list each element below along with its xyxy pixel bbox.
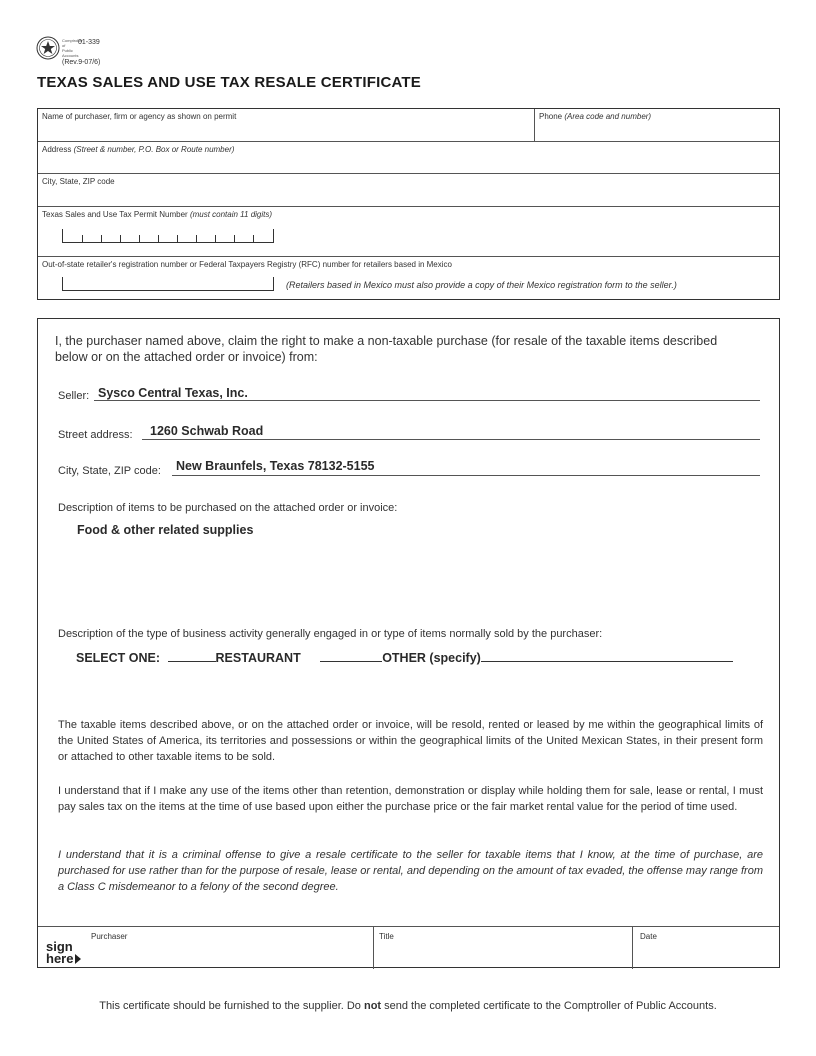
mexico-note: (Retailers based in Mexico must also provide a copy of their Mexico registration form to the seller.) bbox=[286, 280, 677, 290]
phone-divider bbox=[534, 109, 535, 142]
criminal-offense-statement: I understand that it is a criminal offense to give a resale certificate to the seller for taxable items that I know, at the time of purchase, are purchased for use rather than for the purpose of resale, lease or rental, and depending on the amount of tax evaded, the offense may range from a Class C misdemeanor to a felony of the second degree. bbox=[58, 849, 763, 893]
city-zip-value[interactable]: New Braunfels, Texas 78132-5155 bbox=[176, 459, 375, 473]
registration-number-box[interactable] bbox=[62, 277, 274, 291]
other-specify-line[interactable] bbox=[481, 650, 733, 662]
certificate-box bbox=[37, 318, 780, 968]
items-description-label: Description of items to be purchased on the attached order or invoice: bbox=[58, 502, 398, 514]
out-of-state-label: Out-of-state retailer's registration number or Federal Taxpayers Registry (RFC) number for retailers based in Mexico bbox=[42, 260, 452, 269]
address-field[interactable] bbox=[38, 142, 779, 174]
signature-row bbox=[38, 926, 779, 969]
resale-statement: The taxable items described above, or on the attached order or invoice, will be resold, rented or leased by me within the geographical limits of the United States of America, its territories and possessions or within the geographical limits of the United Mexican States, in their present form or attached to other taxable items to be sold. bbox=[58, 719, 763, 763]
permit-hint: (must contain 11 digits) bbox=[189, 210, 273, 219]
footer-note: This certificate should be furnished to the supplier. Do not send the completed certificate to the Comptroller of Public Accounts. bbox=[99, 1000, 717, 1012]
form-title: TEXAS SALES AND USE TAX RESALE CERTIFICATE bbox=[37, 74, 421, 91]
here-text: here bbox=[46, 951, 74, 966]
purchaser-name-field[interactable] bbox=[38, 109, 779, 142]
phone-hint: (Area code and number) bbox=[564, 112, 652, 121]
address-hint: (Street & number, P.O. Box or Route number) bbox=[73, 145, 235, 154]
arrow-right-icon bbox=[75, 954, 81, 964]
claim-statement: I, the purchaser named above, claim the right to make a non-taxable purchase (for resale of the taxable items described below or on the attached order or invoice) from: bbox=[55, 334, 718, 364]
purchaser-name-label: Name of purchaser, firm or agency as shown on permit bbox=[42, 112, 237, 121]
sign-text: sign bbox=[46, 939, 73, 954]
street-address-label: Street address: bbox=[58, 429, 133, 441]
permit-label: Texas Sales and Use Tax Permit Number bbox=[42, 210, 188, 219]
seller-value[interactable]: Sysco Central Texas, Inc. bbox=[98, 386, 248, 400]
select-one-label: SELECT ONE: bbox=[76, 651, 161, 665]
agency-text: Comptroller of Public Accounts bbox=[62, 38, 83, 58]
sign-here-marker bbox=[46, 941, 81, 965]
city-zip-label: City, State, ZIP code: bbox=[58, 465, 161, 477]
comptroller-seal-icon bbox=[36, 36, 60, 60]
business-activity-label: Description of the type of business activity generally engaged in or type of items normally sold by the purchaser: bbox=[58, 628, 603, 640]
street-address-line bbox=[142, 439, 760, 440]
other-blank[interactable] bbox=[320, 650, 382, 662]
phone-field-label[interactable] bbox=[539, 112, 651, 121]
address-label: Address bbox=[42, 145, 72, 154]
seller-label: Seller: bbox=[58, 390, 90, 402]
city-zip-line bbox=[172, 475, 760, 476]
business-type-select bbox=[76, 650, 760, 665]
option-restaurant[interactable]: RESTAURANT bbox=[215, 651, 301, 665]
form-number: 01-339 bbox=[78, 39, 100, 46]
restaurant-blank[interactable] bbox=[168, 650, 216, 662]
title-label: Title bbox=[379, 932, 394, 941]
out-of-state-field[interactable] bbox=[38, 257, 779, 300]
form-meta bbox=[62, 38, 100, 67]
phone-label: Phone bbox=[539, 112, 563, 121]
address-field-label bbox=[42, 145, 234, 154]
option-other[interactable]: OTHER (specify) bbox=[382, 651, 481, 665]
city-state-zip-field[interactable] bbox=[38, 174, 779, 207]
permit-digit-boxes[interactable] bbox=[62, 229, 274, 243]
permit-number-field[interactable] bbox=[38, 207, 779, 257]
form-revision: (Rev.9-07/6) bbox=[62, 59, 101, 66]
purchaser-info-box bbox=[37, 108, 780, 300]
seller-line bbox=[94, 400, 760, 401]
date-label: Date bbox=[640, 932, 657, 941]
city-state-zip-label: City, State, ZIP code bbox=[42, 177, 115, 186]
items-description-value[interactable]: Food & other related supplies bbox=[77, 523, 254, 537]
permit-field-label bbox=[42, 210, 272, 219]
use-tax-statement: I understand that if I make any use of the items other than retention, demonstration or display while holding them for sale, lease or rental, I must pay sales tax on the items at the time of use based upon either the purchase price or the fair market rental value for the period of time used. bbox=[58, 785, 763, 813]
purchaser-signature-label: Purchaser bbox=[91, 932, 128, 941]
street-address-value[interactable]: 1260 Schwab Road bbox=[150, 424, 264, 438]
